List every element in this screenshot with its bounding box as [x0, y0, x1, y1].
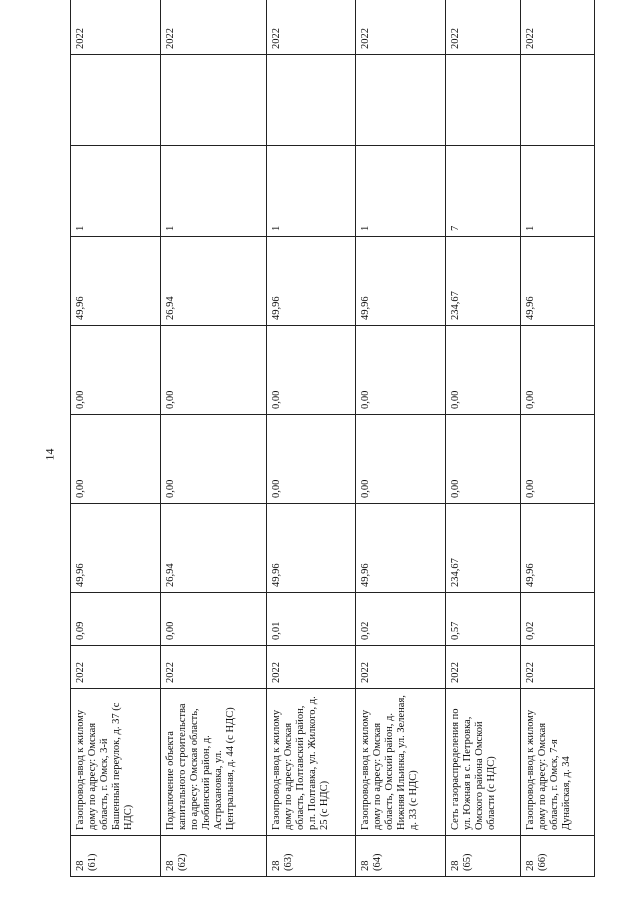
value-3-text: 0,00 [450, 479, 462, 498]
value-cell-5 [266, 237, 356, 326]
value-4-text: 0,00 [164, 390, 176, 409]
count-cell [446, 146, 520, 237]
value-cell-3 [356, 415, 446, 504]
year-start-cell [71, 0, 161, 55]
value-cell-1 [71, 593, 161, 646]
value-2-text: 49,96 [75, 563, 86, 587]
object-name-cell [266, 689, 356, 836]
value-cell-4 [266, 326, 356, 415]
year-text: 2022 [360, 662, 372, 683]
year-start-text: 2022 [360, 28, 372, 49]
table-row [266, 0, 356, 877]
row-subnumber: (66) [536, 853, 548, 871]
row-subnumber: (63) [282, 853, 294, 871]
count-cell [266, 146, 356, 237]
value-4-text: 0,00 [270, 390, 282, 409]
rotated-table-wrapper [70, 24, 595, 877]
value-cell-3 [446, 415, 520, 504]
value-3-text: 0,00 [270, 479, 282, 498]
empty-cell [446, 55, 520, 146]
empty-cell [266, 55, 356, 146]
empty-cell [356, 55, 446, 146]
value-1-text: 0,02 [360, 621, 372, 640]
object-name-cell [520, 689, 594, 836]
row-subnumber: (65) [462, 853, 474, 871]
object-name-text: Подключение объекта капитального строительства по адресу: Омская область, Любинский район, д. Астрахановка, ул. Центральная, д. 44 (с НДС) [164, 703, 236, 830]
value-4-text: 0,00 [360, 390, 372, 409]
document-table [70, 0, 595, 877]
table-row [71, 0, 161, 877]
year-start-text: 2022 [450, 28, 462, 49]
year-start-text: 2022 [164, 28, 176, 49]
count-cell [520, 146, 594, 237]
value-cell-1 [160, 593, 266, 646]
value-3-text: 0,00 [524, 479, 536, 498]
value-cell-2 [356, 504, 446, 593]
object-name-text: Сеть газораспределения по ул. Южная в с. Петровка, Омского района Омской области (с НДС) [450, 708, 498, 830]
value-1-text: 0,02 [524, 621, 536, 640]
value-5-text: 49,96 [75, 296, 86, 320]
year-cell [356, 646, 446, 689]
table-row [160, 0, 266, 877]
table-row [356, 0, 446, 877]
year-text: 2022 [75, 662, 86, 683]
value-3-text: 0,00 [360, 479, 372, 498]
year-start-cell [356, 0, 446, 55]
table-row [446, 0, 520, 877]
value-1-text: 0,00 [164, 621, 176, 640]
year-start-cell [520, 0, 594, 55]
value-cell-4 [520, 326, 594, 415]
object-name-cell [160, 689, 266, 836]
count-text: 7 [450, 225, 462, 231]
value-3-text: 0,00 [164, 479, 176, 498]
value-cell-2 [446, 504, 520, 593]
year-cell [446, 646, 520, 689]
value-cell-1 [356, 593, 446, 646]
row-number-cell [446, 836, 520, 877]
value-cell-4 [356, 326, 446, 415]
value-cell-4 [446, 326, 520, 415]
empty-cell [71, 55, 161, 146]
object-name-cell [356, 689, 446, 836]
year-cell [71, 646, 161, 689]
value-2-text: 234,67 [450, 558, 462, 587]
count-cell [356, 146, 446, 237]
value-2-text: 49,96 [524, 563, 536, 587]
count-cell [71, 146, 161, 237]
value-1-text: 0,09 [75, 621, 86, 640]
year-text: 2022 [450, 662, 462, 683]
object-name-text: Газопровод-ввод к жилому дому по адресу: Омская область, Омский район, д. Нижняя Ильинка, ул. Зеленая, д. 33 (с НДС) [360, 695, 420, 830]
value-2-text: 26,94 [164, 563, 176, 587]
value-1-text: 0,01 [270, 621, 282, 640]
value-cell-5 [71, 237, 161, 326]
count-text: 1 [164, 225, 176, 231]
value-cell-4 [71, 326, 161, 415]
value-cell-2 [266, 504, 356, 593]
row-number: 28 [450, 860, 462, 871]
year-text: 2022 [524, 662, 536, 683]
value-5-text: 49,96 [524, 296, 536, 320]
empty-cell [160, 55, 266, 146]
year-start-text: 2022 [524, 28, 536, 49]
value-cell-1 [446, 593, 520, 646]
value-cell-5 [356, 237, 446, 326]
object-name-text: Газопровод-ввод к жилому дому по адресу: Омская область, г. Омск, 7-я Дунайская, д. 34 [524, 709, 572, 830]
value-cell-3 [520, 415, 594, 504]
value-cell-1 [520, 593, 594, 646]
year-start-text: 2022 [75, 28, 86, 49]
page-number: 14 [42, 448, 57, 461]
value-cell-1 [266, 593, 356, 646]
value-cell-2 [160, 504, 266, 593]
row-number: 28 [360, 860, 372, 871]
value-cell-3 [160, 415, 266, 504]
count-text: 1 [75, 225, 86, 231]
value-cell-2 [71, 504, 161, 593]
year-start-cell [160, 0, 266, 55]
value-cell-4 [160, 326, 266, 415]
row-number: 28 [75, 860, 86, 871]
row-number: 28 [270, 860, 282, 871]
value-3-text: 0,00 [75, 479, 86, 498]
value-4-text: 0,00 [524, 390, 536, 409]
table-body [71, 0, 595, 877]
value-5-text: 49,96 [360, 296, 372, 320]
row-number-cell [266, 836, 356, 877]
count-cell [160, 146, 266, 237]
year-cell [520, 646, 594, 689]
value-4-text: 0,00 [450, 390, 462, 409]
year-start-cell [446, 0, 520, 55]
value-cell-5 [520, 237, 594, 326]
value-5-text: 234,67 [450, 291, 462, 320]
row-number: 28 [524, 860, 536, 871]
value-1-text: 0,57 [450, 621, 462, 640]
count-text: 1 [524, 225, 536, 231]
object-name-cell [71, 689, 161, 836]
value-5-text: 49,96 [270, 296, 282, 320]
year-text: 2022 [270, 662, 282, 683]
value-5-text: 26,94 [164, 296, 176, 320]
row-number-cell [520, 836, 594, 877]
object-name-cell [446, 689, 520, 836]
row-subnumber: (62) [176, 853, 188, 871]
value-cell-5 [160, 237, 266, 326]
row-subnumber: (64) [372, 853, 384, 871]
table-row [520, 0, 594, 877]
row-number-cell [356, 836, 446, 877]
empty-cell [520, 55, 594, 146]
value-cell-5 [446, 237, 520, 326]
year-cell [160, 646, 266, 689]
value-cell-2 [520, 504, 594, 593]
value-cell-3 [266, 415, 356, 504]
value-4-text: 0,00 [75, 390, 86, 409]
year-start-cell [266, 0, 356, 55]
value-cell-3 [71, 415, 161, 504]
object-name-text: Газопровод-ввод к жилому дому по адресу: Омская область, г. Омск, 3-й Башенный переулок, д. 37 (с НДС) [75, 702, 134, 830]
value-2-text: 49,96 [360, 563, 372, 587]
row-number-cell [160, 836, 266, 877]
year-start-text: 2022 [270, 28, 282, 49]
row-number: 28 [164, 860, 176, 871]
count-text: 1 [360, 225, 372, 231]
row-number-cell [71, 836, 161, 877]
year-cell [266, 646, 356, 689]
count-text: 1 [270, 225, 282, 231]
value-2-text: 49,96 [270, 563, 282, 587]
year-text: 2022 [164, 662, 176, 683]
object-name-text: Газопровод-ввод к жилому дому по адресу: Омская область, Полтавский район, р.п. Полтавка, ул. Жилкого, д. 25 (с НДС) [270, 696, 330, 830]
row-subnumber: (61) [87, 853, 98, 871]
